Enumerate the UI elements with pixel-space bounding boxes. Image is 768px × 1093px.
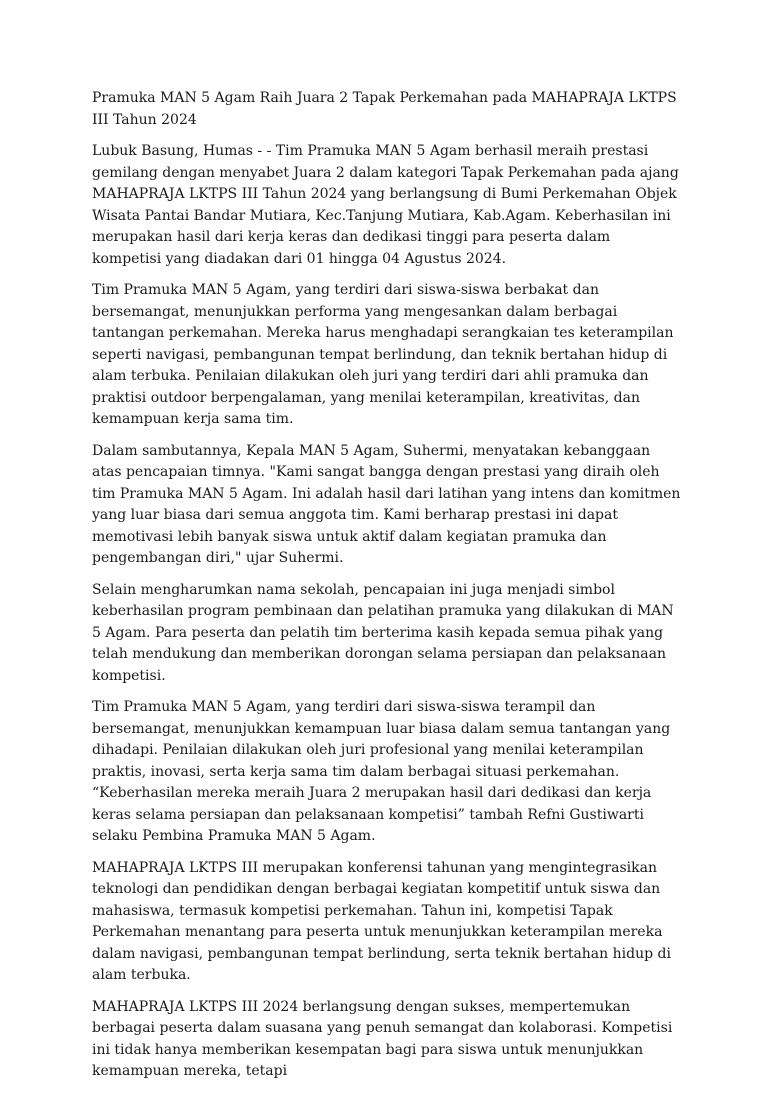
article-paragraph-1: Lubuk Basung, Humas - - Tim Pramuka MAN 5 Agam berhasil meraih prestasi gemilang dengan menyabet Juara 2 dalam kategori Tapak Perkemahan pada ajang MAHAPRAJA LKTPS III Tahun 2024 yang berlangsung di Bumi Perkemahan Objek Wisata Pantai Bandar Mutiara, Kec.Tanjung Mutiara, Kab.Agam. Keberhasilan ini merupakan hasil dari kerja keras dan dedikasi tinggi para peserta dalam kompetisi yang diadakan dari 01 hingga 04 Agustus 2024.: [92, 143, 679, 267]
article-title: Pramuka MAN 5 Agam Raih Juara 2 Tapak Perkemahan pada MAHAPRAJA LKTPS III Tahun 2024: [92, 90, 677, 128]
article-paragraph-4: Selain mengharumkan nama sekolah, pencapaian ini juga menjadi simbol keberhasilan program pembinaan dan pelatihan pramuka yang dilakukan di MAN 5 Agam. Para peserta dan pelatih tim berterima kasih kepada semua pihak yang telah mendukung dan memberikan dorongan selama persiapan dan pelaksanaan kompetisi.: [92, 581, 674, 684]
document-page: [92, 88, 682, 1093]
article-paragraph-5: Tim Pramuka MAN 5 Agam, yang terdiri dari siswa-siswa terampil dan bersemangat, menunjukkan kemampuan luar biasa dalam semua tantangan yang dihadapi. Penilaian dilakukan oleh juri profesional yang menilai keterampilan praktis, inovasi, serta kerja sama tim dalam berbagai situasi perkemahan. “Keberhasilan mereka meraih Juara 2 merupakan hasil dari dedikasi dan kerja keras selama persiapan dan pelaksanaan kompetisi” tambah Refni Gustiwarti selaku Pembina Pramuka MAN 5 Agam.: [92, 699, 671, 844]
article-paragraph-3: Dalam sambutannya, Kepala MAN 5 Agam, Suhermi, menyatakan kebanggaan atas pencapaian timnya. "Kami sangat bangga dengan prestasi yang diraih oleh tim Pramuka MAN 5 Agam. Ini adalah hasil dari latihan yang intens dan komitmen yang luar biasa dari semua anggota tim. Kami berharap prestasi ini dapat memotivasi lebih banyak siswa untuk aktif dalam kegiatan pramuka dan pengembangan diri," ujar Suhermi.: [92, 442, 681, 566]
article-paragraph-7: MAHAPRAJA LKTPS III 2024 berlangsung dengan sukses, mempertemukan berbagai peserta dalam suasana yang penuh semangat dan kolaborasi. Kompetisi ini tidak hanya memberikan kesempatan bagi para siswa untuk menunjukkan kemampuan mereka, tetapi: [92, 998, 673, 1079]
article-paragraph-6: MAHAPRAJA LKTPS III merupakan konferensi tahunan yang mengintegrasikan teknologi dan pendidikan dengan berbagai kegiatan kompetitif untuk siswa dan mahasiswa, termasuk kompetisi perkemahan. Tahun ini, kompetisi Tapak Perkemahan menantang para peserta untuk menunjukkan keterampilan mereka dalam navigasi, pembangunan tempat berlindung, serta teknik bertahan hidup di alam terbuka.: [92, 859, 671, 983]
article-paragraph-2: Tim Pramuka MAN 5 Agam, yang terdiri dari siswa-siswa berbakat dan bersemangat, menunjukkan performa yang mengesankan dalam berbagai tantangan perkemahan. Mereka harus menghadapi serangkaian tes keterampilan seperti navigasi, pembangunan tempat berlindung, dan teknik bertahan hidup di alam terbuka. Penilaian dilakukan oleh juri yang terdiri dari ahli pramuka dan praktisi outdoor berpengalaman, yang menilai keterampilan, kreativitas, dan kemampuan kerja sama tim.: [92, 282, 674, 427]
